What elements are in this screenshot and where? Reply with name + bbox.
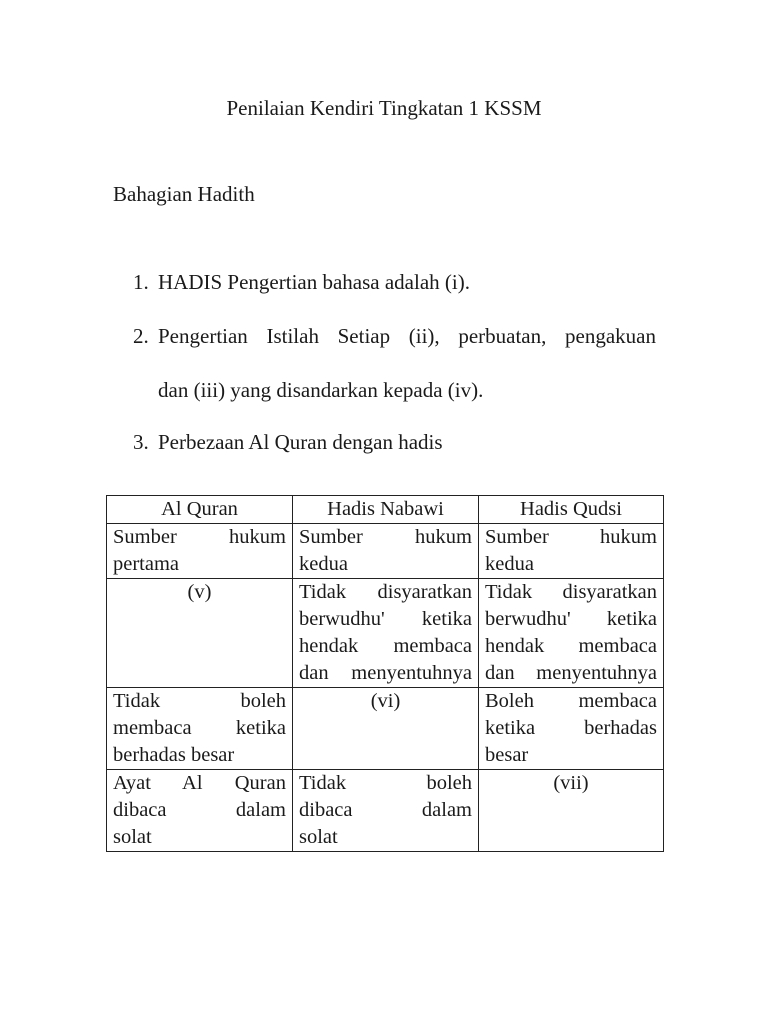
cell-line: Sumber hukum [299,526,472,548]
section-heading: Bahagian Hadith [113,182,255,206]
table-cell [479,770,664,852]
item-number: 2. [133,324,149,348]
cell-line: Sumber hukum [113,526,286,548]
table-header-row [107,496,664,524]
comparison-table [106,495,664,852]
table-cell [107,579,293,688]
item-number: 1. [133,270,149,294]
cell-line: (vi) [370,690,401,712]
cell-line: Sumber hukum [485,526,657,548]
cell-line: besar [485,744,529,766]
cell-line: Tidak boleh [113,690,286,712]
table-cell [479,524,664,579]
table-cell [107,688,293,770]
column-header-al-quran: Al Quran [107,496,293,524]
item-line: Perbezaan Al Quran dengan hadis [158,430,443,454]
column-header-hadis-nabawi: Hadis Nabawi [293,496,479,524]
cell-line: pertama [113,553,180,575]
cell-line: Boleh membaca [485,690,657,712]
cell-line: ketika berhadas [485,717,657,739]
item-line: Pengertian Istilah Setiap (ii), perbuatan, pengakuan [158,324,656,348]
cell-line: (v) [187,581,212,603]
table-row [107,688,664,770]
cell-line: Tidak disyaratkan [299,581,472,603]
cell-line: Tidak boleh [299,772,472,794]
cell-line: kedua [485,553,534,575]
cell-line: Tidak disyaratkan [485,581,657,603]
cell-line: dibaca dalam [113,799,286,821]
cell-line: hendak membaca [299,635,472,657]
item-number: 3. [133,430,149,454]
item-text [158,322,656,350]
cell-line: dibaca dalam [299,799,472,821]
cell-line: dan menyentuhnya [299,662,472,684]
table-cell [293,524,479,579]
table-row [107,770,664,852]
cell-line: dan menyentuhnya [485,662,657,684]
column-header-hadis-qudsi: Hadis Qudsi [479,496,664,524]
table-cell [479,688,664,770]
table-cell [293,579,479,688]
cell-line: membaca ketika [113,717,286,739]
cell-line: hendak membaca [485,635,657,657]
table-cell [479,579,664,688]
table-cell [293,688,479,770]
cell-line: Ayat Al Quran [113,772,286,794]
table-cell [293,770,479,852]
cell-line: solat [113,826,152,848]
cell-line: kedua [299,553,348,575]
cell-line: berwudhu' ketika [299,608,472,630]
item-line-continued: dan (iii) yang disandarkan kepada (iv). [158,378,484,402]
table-cell [107,770,293,852]
item-text [158,428,656,456]
cell-line: berhadas besar [113,744,235,766]
page-title: Penilaian Kendiri Tingkatan 1 KSSM [226,96,542,120]
item-line: HADIS Pengertian bahasa adalah (i). [158,270,470,294]
cell-line: (vii) [553,772,589,794]
table-cell [107,524,293,579]
table-row [107,579,664,688]
table-row [107,524,664,579]
item-text [158,268,656,296]
cell-line: solat [299,826,338,848]
cell-line: berwudhu' ketika [485,608,657,630]
